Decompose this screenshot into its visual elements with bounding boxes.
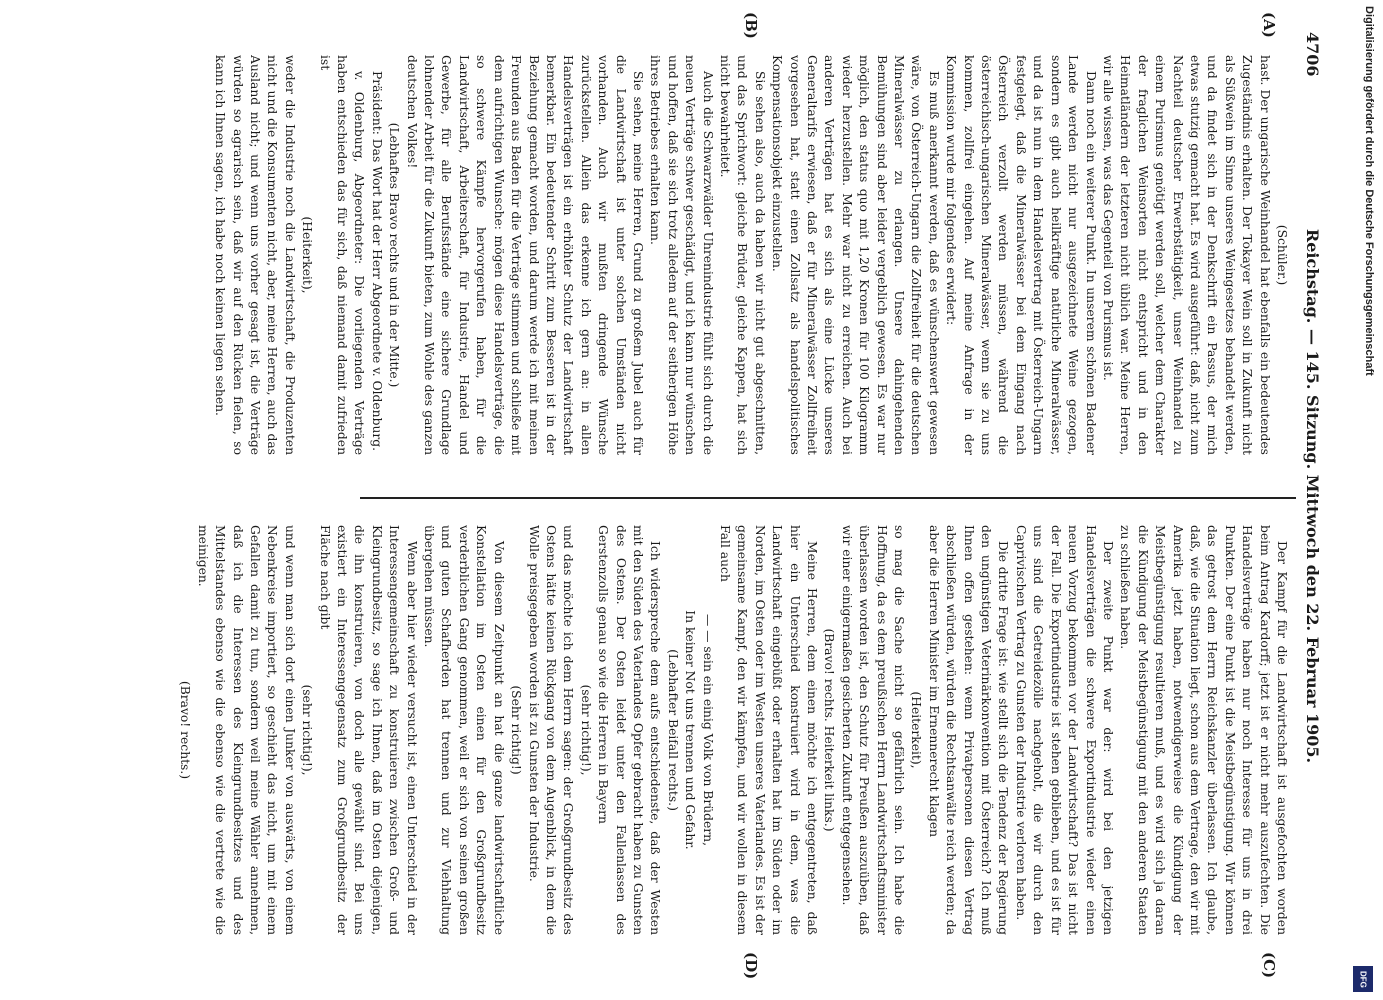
quote-paragraph: Es muß anerkannt werden, daß es wünschenswert gewesen wäre, von Österreich-Ungarn die Zollfreiheit für die deutschen Mineralwässer zu erlangen. Unsere dahingehenden Bemühungen sind aber leider vergeblich gewesen. Es war nur möglich, den status quo mit 1,20 Kronen für 100 Kilogramm wieder herzustellen. Mehr war nicht zu erreichen. Auch bei anderen Verträgen hat es sich als eine Lücke unseres Generaltarifs erwiesen, daß er für Mineralwässer Zollfreiheit vorgesehen hat, statt einen Zollsatz als handelspolitisches Kompensationsobjekt einzustellen.	[770, 55, 941, 455]
page-number: 4706	[1303, 32, 1322, 77]
reaction-note: (Bravo! rechts. Heiterkeit links.)	[822, 628, 837, 832]
paragraph: Die dritte Frage ist: wie stellt sich die Tendenz der Regierung den ungünstigen Veterinärkonvention mit Österreich? Ich muß Ihnen offen gestehen: wenn Privatpersonen diesen Vertrag abschließen würden, würden die Rechtsanwälte reich werden; da aber die Herren Minister im Ernennerecht klagen	[926, 525, 1011, 935]
paragraph: weder die Industrie noch die Landwirtschaft, die Produzenten nicht und die Konsumenten nicht, aber, meine Herren, auch das Ausland nicht; und wenn uns vorher gesagt ist, die Verträge würden so agrarisch sein, daß wir auf den Rücken fielen, so kann ich Ihnen sagen, ich habe noch keinen liegen sehen.	[213, 55, 297, 455]
paragraph: Sie sehen also, auch da haben wir nicht gut abgeschnitten, und das Sprichwort: gleiche Brüder, gleiche Kappen, hat sich nicht bewahrheitet.	[718, 55, 767, 455]
paragraph: Auch die Schwarzwälder Uhrenindustrie fühlt sich durch die neuen Verträge schwer geschädigt, und ich kann nur wünschen und hoffen, daß sie sich trotz alledem auf der seitherigen Höhe ihres Betriebes erhalten kann.	[648, 55, 715, 455]
margin-marker-a: (A)	[1260, 12, 1278, 38]
paragraph: Ich widerspreche dem aufs entschiedenste, daß der Westen mit den Süden des Vaterlandes Opfer gebracht haben zu Gunsten des Ostens. Der Osten leidet unter den Fallenlassen des Gerstenzolls genau so wie die Herren in Bayern	[596, 525, 663, 935]
margin-marker-b: (B)	[742, 12, 760, 39]
reaction-note: (sehr richtig!),	[300, 684, 315, 776]
verse-line: — — sein ein einig Volk von Brüdern,	[700, 614, 715, 846]
paragraph: hast. Der ungarische Weinhandel hat ebenfalls ein bedeutendes Zugeständnis erhalten. Der Tokayer Wein soll in Zukunft nicht als Süßwein im Sinne unseres Weingesetzes behandelt werden, und da findet sich in der Denkschrift ein Passus, der mich etwas stutzig gemacht hat. Es wird ausgeführt: daß, nicht zum Nachteil deutscher Erwerbstätigkeit, unser Weinhandel zu einem Purismus genötigt werden soll, welcher dem Charakter der fraglichen Weinsorten nicht entspricht und in den Heimatländern der letzteren nicht üblich war. Meine Herren, wir alle wissen, was das Gegenteil von Purismus ist.	[1100, 55, 1272, 455]
speaker-tag: (Schüler.)	[1275, 224, 1289, 286]
funding-sidebar	[1345, 0, 1379, 1000]
paragraph: und das möchte ich dem Herrn sagen: der Großgrundbesitz des Ostens hätte keinen Rückgang von dem Augenblick, in dem die Wolle preisgegeben worden ist zu Gunsten der Industrie.	[526, 525, 576, 935]
reaction-note: (sehr richtig!),	[578, 684, 593, 776]
paragraph: Der Kampf für die Landwirtschaft ist ausgefochten worden beim Antrag Kardorff; jetzt ist er nicht mehr auszufechten. Die Handelsverträge haben nur noch Interesse für uns in drei Punkten. Der eine Punkt ist die Meistbegünstigung. Wir können das getrost dem Herrn Reichskanzler überlassen. Ich glaube, daß, wie die Situation liegt, schon aus dem Vertrage, den wir mit Amerika jetzt haben, notwendigerweise die Kündigung der Meistbegünstigung resultieren muß, und es wird sich ja daran die Kündigung der Meistbegünstigung mit den anderen Staaten zu schließen haben.	[1118, 525, 1289, 935]
right-column	[8, 525, 1290, 935]
paragraph: so mag die Sache nicht so gefährlich sein. Ich habe die Hoffnung, da es dem preußischen Herrn Landwirtschaftsminister überlassen worden ist, den Schutz für Preußen auszuüben, daß wir einer einigermaßen gesicherten Zukunft entgegensehen.	[839, 525, 907, 935]
paragraph: Meine Herren, dem einen möchte ich entgegentreten, daß hier ein Unterschied konstruiert wird in dem, was die Landwirtschaft eingebüßt oder erhalten hat im Süden oder im Norden, im Osten oder im Westen unseres Vaterlandes. Es ist der gemeinsame Kampf, den wir kämpfen, und wir wollen in diesem Fall auch	[718, 525, 820, 935]
margin-marker-c: (C)	[1260, 952, 1278, 979]
reaction-note: (Heiterkeit),	[300, 216, 315, 294]
reaction-note: (Heiterkeit),	[909, 691, 924, 769]
applause-note: (Bravo! rechts.)	[178, 680, 193, 780]
page-title: Reichstag. — 145. Sitzung. Mittwoch den 22. Februar 1905.	[1303, 228, 1322, 764]
column-divider	[360, 497, 1296, 499]
funding-note: Digitalisierung gefördert durch die Deutsche Forschungsgemeinschaft	[1363, 6, 1375, 376]
paragraph: Von diesem Zeitpunkt an hat die ganze landwirtschaftliche Konstellation im Osten einen für den Großgrundbesitz verderblichen Gang genommen, weil er sich von seinen großen und guten Schafherden hat trennen und zur Viehhaltung übergehen müssen.	[422, 525, 506, 935]
speaker-paragraph: v. Oldenburg, Abgeordneter: Die vorliegenden Verträge haben entschieden das für sich, daß niemand damit zufrieden ist	[317, 55, 367, 455]
paragraph: Sie sehen, meine Herren, Grund zu großem Jubel auch für die Landwirtschaft ist unter solchen Umständen nicht vorhanden. Auch wir mußten dringende Wünsche zurückstellen. Allein das erkenne ich gern an: in allen Handelsverträgen ist ein erhöhter Schutz der Landwirtschaft bemerkbar. Ein bedeutender Schritt zum Besseren ist in der Beziehung gemacht worden, und darum werde ich mit meinen Freunden aus Baden für die Verträge stimmen und schließe mit dem aufrichtigen Wunsche: mögen diese Handelsverträge, die so schwere Kämpfe hervorgerufen haben, für die Landwirtschaft, Arbeiterschaft, für Industrie, Handel und Gewerbe, für alle Berufsstände eine sichere Grundlage lohnender Arbeit für die Zukunft bieten, zum Wohle des ganzen deutschen Volkes!	[404, 55, 645, 455]
page-header	[1298, 32, 1322, 960]
verse-line: In keiner Not uns trennen und Gefahr.	[683, 610, 698, 850]
dfg-logo: DFG	[1353, 966, 1373, 992]
paragraph: Dann noch ein weiterer Punkt. In unserem schönen Badener Lande werden nicht nur ausgezeichnete Weine gezogen, sondern es gibt auch heilkräftige natürliche Mineralwässer, und da ist nun in dem Handelsvertrag mit Österreich-Ungarn festgelegt, daß die Mineralwässer bei dem Eingang nach Österreich verzollt werden müssen, während die österreichisch-ungarischen Mineralwässer, wenn sie zu uns kommen, zollfrei eingehen. Auf meine Anfrage in der Kommission wurde mir folgendes erwidert:	[944, 55, 1098, 455]
reaction-note: (Sehr richtig!)	[509, 685, 524, 775]
margin-marker-d: (D)	[742, 952, 760, 980]
president-paragraph: Präsident: Das Wort hat der Herr Abgeordnete v. Oldenburg.	[369, 71, 384, 452]
paragraph: und wenn man sich dort einen Junker von auswärts, von einem Nebenkreise importiert, so geschieht das nicht, um mit einem Gefallen damit zu tun, sondern weil meine Wähler annehmen, daß ich die Interessen des Kleingrundbesitzes und des Mittelstandes ebenso wie die ebenso wie die vertrete wie die meinigen.	[195, 525, 297, 935]
left-column	[8, 55, 1290, 455]
paragraph: Der zweite Punkt war der: wird bei den jetzigen Handelsverträgen die schwere Exportindustrie wieder einen neuen Vorzug bekommen vor der Landwirtschaft? Das ist nicht der Fall. Die Exportindustrie ist stehen geblieben, und es ist für uns sind die Getreidezölle nachgeholt, die wir durch den Caprivischen Vertrag zu Gunsten der Industrie verloren haben.	[1013, 525, 1115, 935]
applause-note: (Lebhaftes Bravo rechts und in der Mitte.)	[387, 122, 402, 388]
paragraph: Wenn aber hier wieder versucht ist, einen Unterschied in der Interessengemeinschaft zu konstruieren zwischen Groß- und Kleingrundbesitz, so sage ich Ihnen, daß im Osten diejenigen, die ihn konstruieren, von doch alle gewählt sind. Bei uns existiert ein Interessengegensatz zum Großgrundbesitz der Fläche nach gibt	[317, 525, 419, 935]
reaction-note: (Lebhafter Beifall rechts.)	[665, 649, 680, 811]
